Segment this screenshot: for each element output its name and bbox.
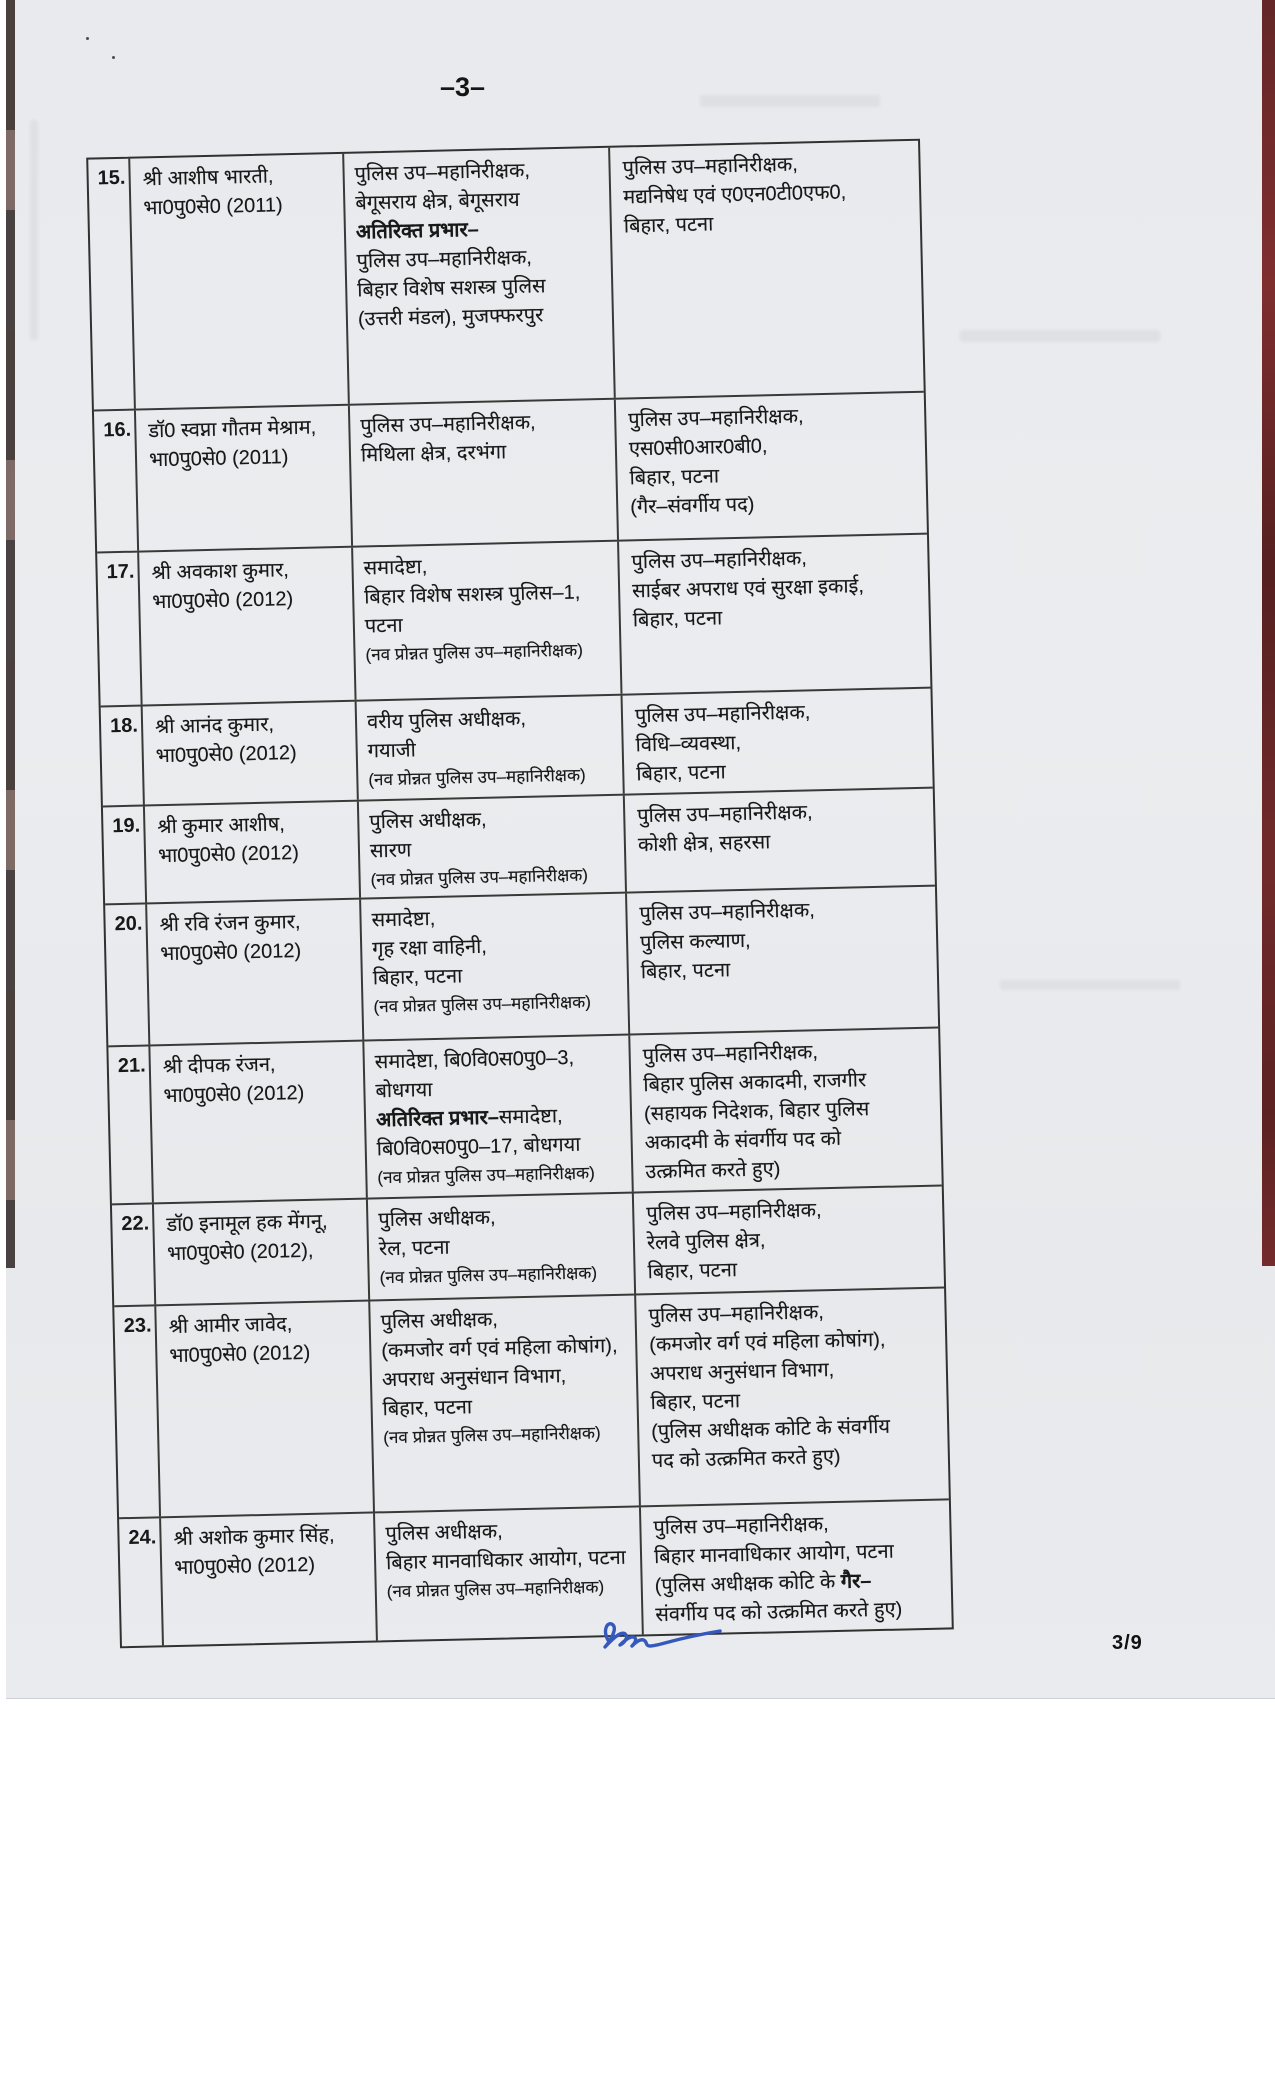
text-line: मद्यनिषेध एवं ए0एन0टी0एफ0, [622, 181, 847, 209]
text-line: (सहायक निदेशक, बिहार पुलिस [643, 1098, 870, 1126]
table-row [97, 535, 930, 708]
text-line: भा0पु0से0 (2012) [173, 1553, 316, 1580]
page-number-header: –3– [440, 72, 486, 102]
table-row [108, 1029, 941, 1206]
text-line: (नव प्रोन्नत पुलिस उप–महानिरीक्षक) [377, 1163, 595, 1188]
text-line: पुलिस उप–महानिरीक्षक, [356, 246, 533, 273]
text-line: पुलिस उप–महानिरीक्षक, [646, 1199, 822, 1226]
text-line: पुलिस उप–महानिरीक्षक, [354, 159, 531, 186]
cell-new-posting [610, 141, 924, 398]
text-line: सारण [369, 839, 412, 863]
cell-new-posting [630, 1029, 941, 1192]
cell-present-posting [350, 400, 619, 546]
text-line: कोशी क्षेत्र, सहरसा [637, 831, 771, 857]
text-line: श्री अशोक कुमार सिंह, [173, 1524, 335, 1551]
table-row [94, 393, 927, 554]
cell-officer-name [143, 702, 359, 805]
cell-new-posting [616, 393, 927, 540]
cell-new-posting [634, 1187, 944, 1294]
text-line: बिहार, पटना [632, 607, 723, 632]
cell-officer-name [147, 900, 364, 1045]
text-line: अकादमी के संवर्गीय पद को [644, 1127, 842, 1155]
signature-icon [596, 1604, 732, 1664]
cell-present-posting [364, 1036, 633, 1198]
cell-serial-number: 20. [105, 904, 150, 1045]
table-row [88, 141, 924, 412]
text-line: भा0पु0से0 (2012) [160, 939, 302, 966]
cell-new-posting [636, 1288, 949, 1505]
cell-officer-name [156, 1302, 375, 1517]
text-line: बिहार, पटना [640, 959, 731, 984]
text-line: अपराध अनुसंधान विभाग, [649, 1358, 835, 1386]
text-line: (उत्तरी मंडल), मुजफ्फरपुर [357, 304, 544, 331]
text-line: बिहार, पटना [382, 1396, 473, 1421]
text-line: (नव प्रोन्नत पुलिस उप–महानिरीक्षक) [368, 765, 586, 790]
text-line: बि0वि0स0पु0–17, बोधगया [376, 1133, 581, 1161]
text-line: बिहार, पटना [629, 465, 720, 490]
text-line: श्री दीपक रंजन, [162, 1053, 276, 1079]
cell-officer-name [145, 802, 361, 903]
text-line: श्री अवकाश कुमार, [151, 559, 290, 585]
cell-serial-number: 22. [112, 1204, 156, 1305]
cell-new-posting [627, 887, 938, 1034]
cell-present-posting [357, 696, 625, 800]
text-line: पुलिस उप–महानिरीक्षक, [653, 1513, 829, 1540]
text-line: (नव प्रोन्नत पुलिस उप–महानिरीक्षक) [365, 640, 584, 665]
cell-present-posting [361, 894, 630, 1040]
text-line: रेलवे पुलिस क्षेत्र, [646, 1229, 766, 1255]
cell-serial-number: 15. [88, 159, 136, 410]
page-number-footer: 3/9 [1112, 1632, 1143, 1654]
table-row [105, 887, 938, 1048]
text-line: भा0पु0से0 (2012) [163, 1081, 305, 1108]
cell-present-posting [359, 796, 627, 898]
text-line: बिहार पुलिस अकादमी, राजगीर [643, 1069, 867, 1097]
cell-officer-name [154, 1200, 370, 1305]
text-line: गृह रक्षा वाहिनी, [371, 935, 488, 961]
text-line: साईबर अपराध एवं सुरक्षा इकाई, [631, 575, 865, 603]
text-line: श्री कुमार आशीष, [157, 813, 286, 839]
text-line: भा0पु0से0 (2012), [166, 1239, 314, 1266]
text-line: बिहार विशेष सशस्त्र पुलिस [357, 275, 546, 302]
cell-serial-number: 21. [108, 1046, 154, 1203]
text-line: बोधगया [375, 1079, 433, 1103]
text-line: (नव प्रोन्नत पुलिस उप–महानिरीक्षक) [383, 1423, 601, 1448]
cell-officer-name [130, 154, 350, 409]
text-line: डॉ0 स्वप्ना गौतम मेश्राम, [148, 416, 317, 443]
transfer-table [86, 139, 954, 1649]
text-line: पुलिस उप–महानिरीक्षक, [637, 801, 813, 828]
scan-speck [112, 56, 115, 59]
text-line: बिहार मानवाधिकार आयोग, पटना [385, 1546, 627, 1575]
cell-serial-number: 18. [101, 707, 145, 806]
text-line: अतिरिक्त प्रभार–समादेष्टा, [375, 1105, 563, 1132]
cell-present-posting [344, 148, 616, 404]
text-line: विधि–व्यवस्था, [635, 731, 742, 757]
bleed-through-mark [960, 330, 1160, 342]
text-line: बिहार, पटना [647, 1259, 738, 1284]
text-line: (कमजोर वर्ग एवं महिला कोषांग), [649, 1328, 886, 1357]
text-line: पुलिस अधीक्षक, [378, 1206, 496, 1232]
text-line: श्री आनंद कुमार, [154, 713, 275, 739]
text-line: एस0सी0आर0बी0, [628, 435, 768, 461]
text-line: भा0पु0से0 (2012) [152, 588, 294, 614]
bleed-through-mark [1000, 980, 1180, 990]
text-line: भा0पु0से0 (2012) [157, 842, 300, 868]
text-line: भा0पु0से0 (2012) [169, 1341, 311, 1368]
transfer-table-body [88, 141, 952, 1646]
text-line: डॉ0 इनामूल हक मेंगनू, [166, 1210, 328, 1237]
bleed-through-mark [700, 95, 880, 107]
text-line: अपराध अनुसंधान विभाग, [381, 1365, 567, 1392]
text-line: पद को उत्क्रमित करते हुए) [651, 1445, 841, 1473]
text-line: रेल, पटना [378, 1236, 450, 1261]
text-line: श्री आमीर जावेद, [168, 1313, 293, 1339]
text-line: पुलिस अधीक्षक, [380, 1308, 499, 1334]
text-line: बिहार विशेष सशस्त्र पुलिस–1, [363, 581, 581, 609]
table-row [112, 1187, 944, 1308]
text-line: (नव प्रोन्नत पुलिस उप–महानिरीक्षक) [370, 865, 589, 890]
text-line: वरीय पुलिस अधीक्षक, [366, 707, 527, 734]
text-line: पुलिस उप–महानिरीक्षक, [648, 1301, 825, 1328]
cell-serial-number: 17. [97, 553, 142, 706]
text-line: पुलिस अधीक्षक, [385, 1520, 503, 1546]
scan-edge-strip-right [1262, 0, 1275, 1266]
text-line: (पुलिस अधीक्षक कोटि के संवर्गीय [651, 1415, 891, 1444]
text-line: उत्क्रमित करते हुए) [645, 1158, 781, 1184]
text-line: भा0पु0से0 (2011) [143, 194, 283, 220]
text-line: अतिरिक्त प्रभार– [355, 218, 480, 244]
text-line: पुलिस उप–महानिरीक्षक, [631, 547, 808, 574]
text-line: (गैर–संवर्गीय पद) [630, 493, 755, 519]
text-line: (पुलिस अधीक्षक कोटि के गैर– [654, 1570, 872, 1598]
table-row [101, 689, 933, 808]
text-line: पटना [364, 614, 403, 638]
text-line: बिहार, पटना [650, 1390, 741, 1415]
cell-new-posting [619, 535, 930, 694]
cell-serial-number: 16. [94, 411, 139, 552]
text-line: बेगूसराय क्षेत्र, बेगूसराय [355, 188, 520, 215]
text-line: पुलिस उप–महानिरीक्षक, [639, 899, 815, 926]
text-line: श्री आशीष भारती, [142, 165, 274, 191]
scan-speck [86, 37, 89, 40]
text-line: गयाजी [367, 739, 417, 763]
text-line: समादेष्टा, [363, 556, 428, 580]
cell-new-posting [625, 789, 935, 892]
table-row [103, 789, 935, 906]
text-line: बिहार, पटना [636, 761, 726, 786]
text-line: (नव प्रोन्नत पुलिस उप–महानिरीक्षक) [386, 1577, 605, 1602]
cell-present-posting [368, 1193, 636, 1299]
text-line: (नव प्रोन्नत पुलिस उप–महानिरीक्षक) [373, 992, 592, 1017]
table-row [119, 1500, 952, 1646]
cell-officer-name [150, 1042, 367, 1203]
cell-present-posting [370, 1295, 641, 1511]
table-row [114, 1288, 949, 1519]
text-line: पुलिस अधीक्षक, [369, 808, 487, 834]
text-line: पुलिस उप–महानिरीक्षक, [628, 405, 804, 432]
text-line: (कमजोर वर्ग एवं महिला कोषांग), [381, 1334, 618, 1363]
text-line: श्री रवि रंजन कुमार, [159, 910, 301, 937]
text-line: मिथिला क्षेत्र, दरभंगा [360, 441, 507, 467]
cell-serial-number: 19. [103, 806, 147, 903]
text-line: पुलिस उप–महानिरीक्षक, [634, 701, 811, 728]
text-line: भा0पु0से0 (2011) [148, 446, 289, 472]
text-line: पुलिस उप–महानिरीक्षक, [642, 1041, 819, 1068]
cell-new-posting [623, 689, 933, 794]
cell-serial-number: 23. [114, 1306, 161, 1517]
text-line: भा0पु0से0 (2012) [155, 742, 297, 768]
text-line: संवर्गीय पद को उत्क्रमित करते हुए) [655, 1598, 903, 1627]
cell-officer-name [161, 1513, 378, 1645]
bleed-through-mark [30, 120, 38, 340]
text-line: पुलिस कल्याण, [639, 929, 751, 955]
cell-serial-number: 24. [119, 1518, 164, 1646]
text-line: बिहार मानवाधिकार आयोग, पटना [653, 1540, 895, 1569]
text-line: बिहार, पटना [372, 965, 463, 990]
text-line: बिहार, पटना [623, 213, 714, 238]
cell-officer-name [136, 406, 353, 551]
cell-present-posting [353, 542, 622, 700]
text-line: पुलिस उप–महानिरीक्षक, [360, 411, 536, 438]
text-line: पुलिस उप–महानिरीक्षक, [622, 153, 799, 180]
cell-officer-name [139, 548, 356, 705]
transfer-table-wrap [86, 139, 954, 1649]
text-line: समादेष्टा, बि0वि0स0पु0–3, [374, 1046, 575, 1074]
text-line: समादेष्टा, [371, 907, 436, 932]
text-line: (नव प्रोन्नत पुलिस उप–महानिरीक्षक) [379, 1263, 598, 1288]
scan-edge-strip-left [6, 0, 15, 1268]
